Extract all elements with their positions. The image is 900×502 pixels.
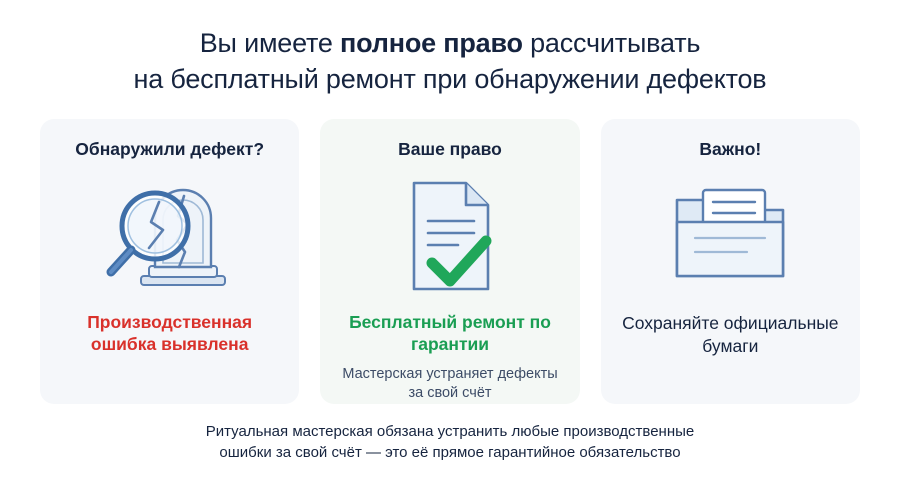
folder-documents-icon [665,176,795,296]
document-check-icon [390,171,510,301]
card-right-title: Ваше право [398,139,502,160]
card-right-headline: Бесплатный ремонт по гарантии [349,312,551,355]
page-title [40,26,860,97]
page-title-line-1 [40,26,860,62]
card-important-title: Важно! [699,139,762,160]
page-title-line-2: на бесплатный ремонт при обнаружении дефектов [133,63,767,94]
card-right-body [336,312,563,402]
footer-line-2: ошибки за свой счёт — это её прямое гарантийное обязательство [219,443,681,461]
card-right-subline: Мастерская устраняет дефекты за свой счёт [342,366,558,401]
card-right [320,119,579,404]
page-title-emphasis: полное право [340,28,523,58]
card-right-art [390,170,510,302]
card-important-art [665,170,795,302]
cards-row [40,119,860,404]
footer-note [40,422,860,463]
card-defect [40,119,299,404]
page-title-suffix: рассчитывать [522,28,701,58]
footer-line-1: Ритуальная мастерская обязана устранить любые производственные [205,423,695,441]
card-defect-art [85,170,255,302]
magnifier-cracked-headstone-icon [85,170,255,302]
card-important-headline: Сохраняйте официальные бумаги [622,313,839,356]
card-important-body [617,312,844,386]
card-defect-headline: Производственная ошибка выявлена [87,312,253,355]
card-important [601,119,860,404]
card-defect-body [56,312,283,386]
page-title-prefix: Вы имеете [199,28,341,58]
card-defect-title: Обнаружили дефект? [75,139,265,160]
